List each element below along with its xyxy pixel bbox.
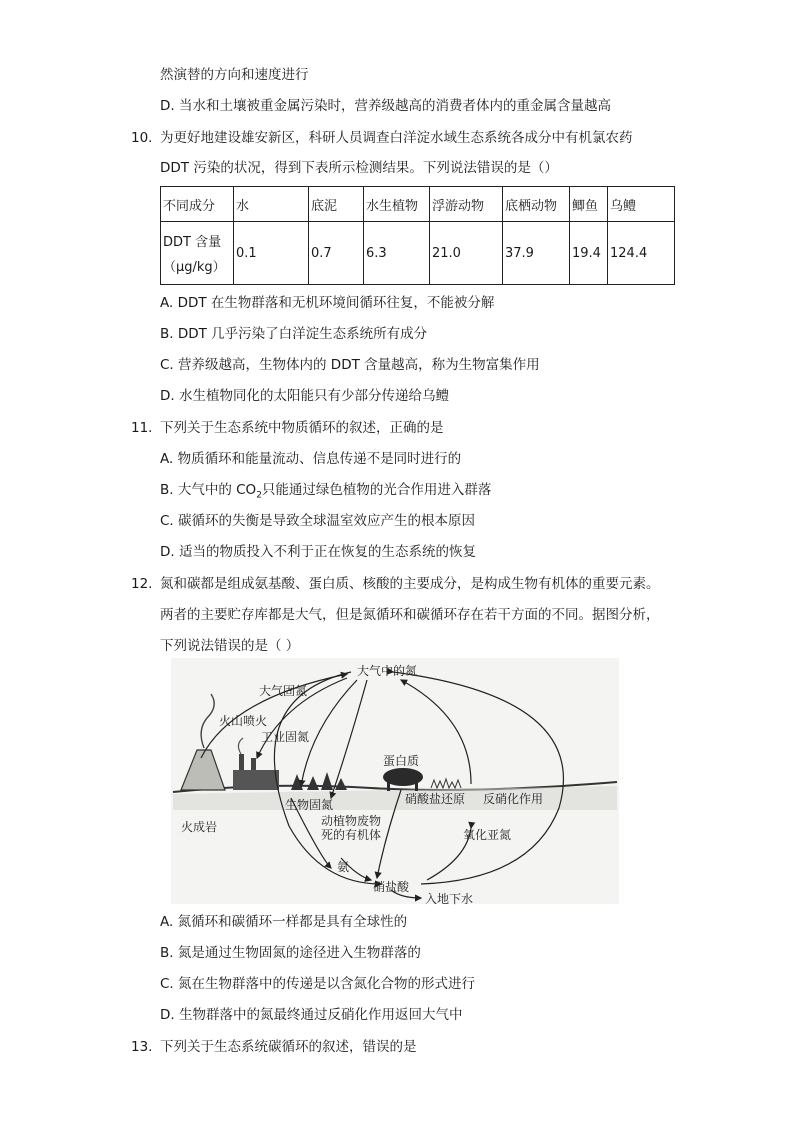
table-cell: 0.1 [234, 222, 309, 285]
table-row-label [161, 222, 234, 285]
label-igneous-rock: 火成岩 [181, 820, 218, 834]
label-organic-matter-2: 死的有机体 [321, 828, 382, 842]
q9-option-d: D. 当水和土壤被重金属污染时，营养级越高的消费者体内的重金属含量越高 [160, 98, 611, 114]
q10-option-d: D. 水生植物同化的太阳能只有少部分传递给乌鳢 [160, 388, 449, 404]
nitrogen-cycle-drawing [171, 658, 619, 904]
table-cell: 6.3 [364, 222, 430, 285]
q9-continuation: 然演替的方向和速度进行 [160, 67, 309, 83]
table-header-cell: 浮游动物 [430, 187, 503, 222]
volcano-icon [181, 750, 225, 790]
q11-option-b-subscript: 2 [256, 490, 262, 501]
q10-stem-line1: 为更好地建设雄安新区，科研人员调查白洋淀水域生态系统各成分中有机氯农药 [160, 130, 633, 146]
q12-option-b: B. 氮是通过生物固氮的途径进入生物群落的 [160, 945, 421, 961]
label-groundwater: 入地下水 [425, 892, 474, 906]
q12-stem-line1: 氮和碳都是组成氨基酸、蛋白质、核酸的主要成分，是构成生物有机体的重要元素。 [160, 576, 660, 592]
table-header-cell: 鲫鱼 [570, 187, 608, 222]
label-nitrate-reduction: 硝酸盐还原 [405, 792, 466, 806]
q12-option-d: D. 生物群落中的氮最终通过反硝化作用返回大气中 [160, 1007, 463, 1023]
table-header-cell: 底栖动物 [503, 187, 570, 222]
label-denitrification: 反硝化作用 [483, 792, 544, 806]
table-cell: 37.9 [503, 222, 570, 285]
label-organic-matter-1: 动植物废物 [321, 814, 382, 828]
q10-option-c: C. 营养级越高，生物体内的 DDT 含量越高，称为生物富集作用 [160, 357, 540, 373]
q11-number: 11. [131, 420, 153, 436]
q11-stem: 下列关于生态系统中物质循环的叙述，正确的是 [160, 420, 444, 436]
q10-option-a: A. DDT 在生物群落和无机环境间循环往复，不能被分解 [160, 295, 495, 311]
table-header-cell: 水生植物 [364, 187, 430, 222]
row-label-line2: （μg/kg） [163, 260, 226, 275]
label-atmospheric-nitrogen: 大气中的氮 [357, 664, 418, 678]
q10-option-b: B. DDT 几乎污染了白洋淀生态系统所有成分 [160, 326, 428, 342]
table-header-cell: 不同成分 [161, 187, 234, 222]
factory-icon [233, 770, 279, 790]
label-nitrate: 硝盐酸 [373, 880, 410, 894]
label-atmospheric-fixation: 大气固氮 [259, 684, 308, 698]
table-row [161, 222, 675, 285]
ddt-table [160, 186, 675, 285]
q12-stem-line2: 两者的主要贮存库都是大气，但是氮循环和碳循环存在若干方面的不同。据图分析， [160, 607, 660, 623]
q11-option-c: C. 碳循环的失衡是导致全球温室效应产生的根本原因 [160, 513, 476, 529]
q11-option-b-pre: B. 大气中的 CO [160, 482, 257, 498]
q12-stem-line3: 下列说法错误的是（ ） [160, 638, 300, 654]
table-header-cell: 乌鳢 [608, 187, 675, 222]
label-nitrite: 氧化亚氮 [463, 828, 512, 842]
q11-option-b [160, 481, 491, 505]
table-header-cell: 水 [234, 187, 309, 222]
q12-number: 12. [131, 576, 153, 592]
table-cell: 124.4 [608, 222, 675, 285]
table-cell: 21.0 [430, 222, 503, 285]
q12-option-c: C. 氮在生物群落中的传递是以含氮化合物的形式进行 [160, 976, 476, 992]
table-cell: 0.7 [309, 222, 364, 285]
nitrogen-cycle-diagram [171, 658, 619, 904]
q10-number: 10. [131, 130, 153, 146]
q10-stem-line2: DDT 污染的状况，得到下表所示检测结果。下列说法错误的是（） [160, 160, 558, 176]
table-cell: 19.4 [570, 222, 608, 285]
label-industrial-fixation: 工业固氮 [261, 730, 310, 744]
table-header-row [161, 187, 675, 222]
q13-stem: 下列关于生态系统碳循环的叙述，错误的是 [160, 1039, 417, 1055]
q12-option-a: A. 氮循环和碳循环一样都是具有全球性的 [160, 914, 408, 930]
table-header-cell: 底泥 [309, 187, 364, 222]
q11-option-d: D. 适当的物质投入不利于正在恢复的生态系统的恢复 [160, 544, 476, 560]
row-label-line1: DDT 含量 [163, 235, 222, 250]
q13-number: 13. [131, 1039, 153, 1055]
label-protein: 蛋白质 [383, 754, 420, 768]
label-volcano: 火山喷火 [219, 714, 268, 728]
label-biological-fixation: 生物固氮 [285, 798, 334, 812]
q11-option-b-post: 只能通过绿色植物的光合作用进入群落 [261, 482, 492, 498]
label-ammonia: 氨 [337, 860, 350, 874]
q11-option-a: A. 物质循环和能量流动、信息传递不是同时进行的 [160, 451, 462, 467]
